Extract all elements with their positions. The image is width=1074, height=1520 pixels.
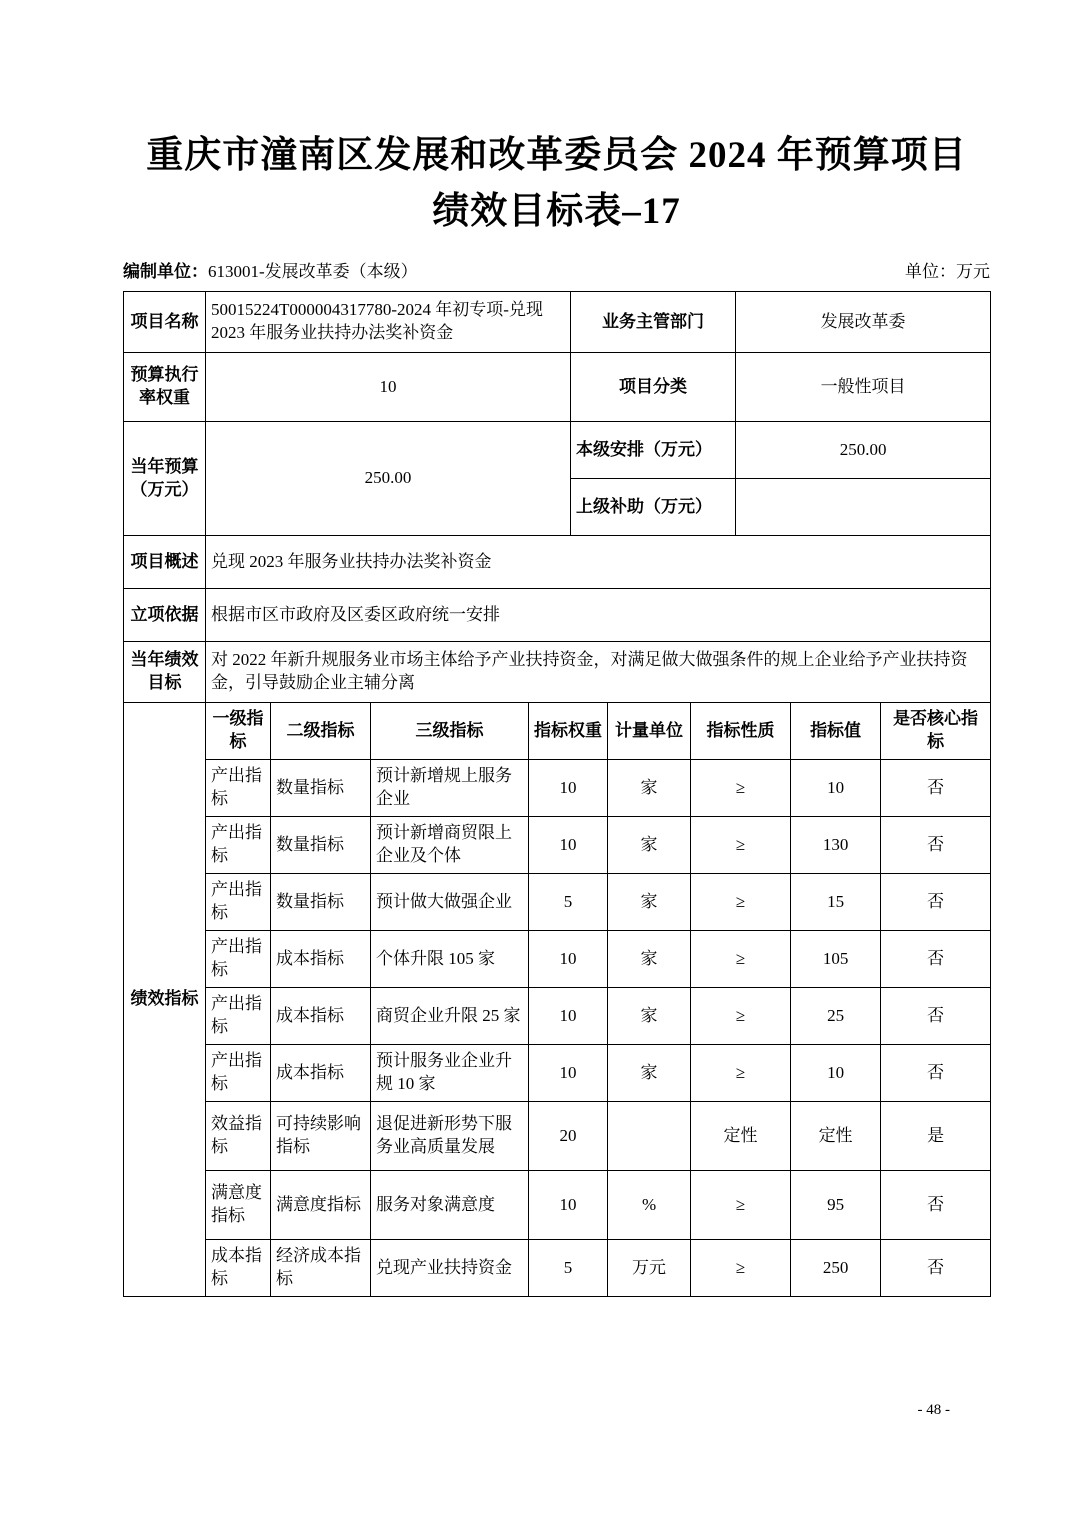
cell-nature: ≥	[691, 1045, 791, 1102]
page-title	[123, 0, 990, 239]
cell-unit: 家	[608, 988, 691, 1045]
cell-level1: 成本指标	[206, 1240, 271, 1297]
header-core: 是否核心指标	[881, 703, 991, 760]
cell-level2: 成本指标	[271, 1045, 371, 1102]
cell-level1: 产出指标	[206, 760, 271, 817]
budget-label: 当年预算（万元）	[124, 422, 206, 536]
cell-unit: 家	[608, 874, 691, 931]
cell-weight: 10	[529, 1045, 608, 1102]
cell-level1: 产出指标	[206, 874, 271, 931]
cell-value: 10	[791, 1045, 881, 1102]
header-weight: 指标权重	[529, 703, 608, 760]
cell-nature: ≥	[691, 817, 791, 874]
cell-nature: ≥	[691, 874, 791, 931]
cell-level2: 满意度指标	[271, 1171, 371, 1240]
cell-core: 否	[881, 874, 991, 931]
indicator-row	[124, 1102, 991, 1171]
table-row	[124, 292, 991, 353]
cell-nature: ≥	[691, 760, 791, 817]
cell-level2: 成本指标	[271, 931, 371, 988]
indicators-section-label: 绩效指标	[124, 703, 206, 1297]
cell-value: 95	[791, 1171, 881, 1240]
budget-value: 250.00	[206, 422, 571, 536]
cell-weight: 5	[529, 1240, 608, 1297]
cell-level2: 数量指标	[271, 874, 371, 931]
cell-value: 250	[791, 1240, 881, 1297]
cell-level2: 数量指标	[271, 760, 371, 817]
table-row	[124, 589, 991, 642]
cell-weight: 10	[529, 817, 608, 874]
basis-label: 立项依据	[124, 589, 206, 642]
indicator-row	[124, 988, 991, 1045]
weight-value: 10	[206, 353, 571, 422]
cell-level2: 可持续影响指标	[271, 1102, 371, 1171]
goal-value: 对 2022 年新升规服务业市场主体给予产业扶持资金，对满足做大做强条件的规上企业给予产业扶持资金，引导鼓励企业主辅分离	[206, 642, 991, 703]
cell-level3: 预计新增规上服务企业	[371, 760, 529, 817]
cell-unit: 家	[608, 817, 691, 874]
cell-weight: 10	[529, 760, 608, 817]
cell-level3: 服务对象满意度	[371, 1171, 529, 1240]
page-number: - 48 -	[917, 1402, 950, 1418]
overview-value: 兑现 2023 年服务业扶持办法奖补资金	[206, 536, 991, 589]
indicator-row	[124, 760, 991, 817]
goal-label: 当年绩效目标	[124, 642, 206, 703]
cell-weight: 10	[529, 1171, 608, 1240]
cell-core: 是	[881, 1102, 991, 1171]
project-name-value: 50015224T000004317780-2024 年初专项-兑现 2023 年服务业扶持办法奖补资金	[206, 292, 571, 353]
cell-level3: 兑现产业扶持资金	[371, 1240, 529, 1297]
indicator-header-row	[124, 703, 991, 760]
local-arrangement-label: 本级安排（万元）	[571, 422, 736, 479]
title-line-2: 绩效目标表–17	[432, 190, 681, 232]
cell-level3: 预计做大做强企业	[371, 874, 529, 931]
cell-level1: 满意度指标	[206, 1171, 271, 1240]
cell-level1: 效益指标	[206, 1102, 271, 1171]
header-unit: 计量单位	[608, 703, 691, 760]
cell-unit: 万元	[608, 1240, 691, 1297]
table-row	[124, 536, 991, 589]
cell-unit: 家	[608, 1045, 691, 1102]
indicator-row	[124, 1240, 991, 1297]
cell-level2: 数量指标	[271, 817, 371, 874]
cell-level3: 预计服务业企业升规 10 家	[371, 1045, 529, 1102]
cell-core: 否	[881, 1240, 991, 1297]
cell-level1: 产出指标	[206, 817, 271, 874]
cell-weight: 10	[529, 988, 608, 1045]
weight-label: 预算执行率权重	[124, 353, 206, 422]
cell-level2: 成本指标	[271, 988, 371, 1045]
cell-value: 105	[791, 931, 881, 988]
category-value: 一般性项目	[736, 353, 991, 422]
cell-nature: ≥	[691, 1171, 791, 1240]
indicator-row	[124, 874, 991, 931]
cell-unit: 家	[608, 931, 691, 988]
cell-level1: 产出指标	[206, 988, 271, 1045]
cell-nature: ≥	[691, 931, 791, 988]
superior-subsidy-label: 上级补助（万元）	[571, 479, 736, 536]
cell-nature: ≥	[691, 1240, 791, 1297]
cell-nature: 定性	[691, 1102, 791, 1171]
prepared-by-label: 编制单位：	[123, 262, 208, 281]
cell-level3: 商贸企业升限 25 家	[371, 988, 529, 1045]
cell-value: 10	[791, 760, 881, 817]
cell-core: 否	[881, 988, 991, 1045]
header-level1: 一级指标	[206, 703, 271, 760]
cell-value: 15	[791, 874, 881, 931]
overview-label: 项目概述	[124, 536, 206, 589]
cell-level1: 产出指标	[206, 931, 271, 988]
cell-value: 25	[791, 988, 881, 1045]
prepared-by	[123, 261, 418, 283]
title-line-1: 重庆市潼南区发展和改革委员会 2024 年预算项目	[146, 135, 967, 176]
cell-level2: 经济成本指标	[271, 1240, 371, 1297]
dept-label: 业务主管部门	[571, 292, 736, 353]
meta-row	[123, 261, 990, 283]
cell-level3: 个体升限 105 家	[371, 931, 529, 988]
cell-weight: 20	[529, 1102, 608, 1171]
unit-label: 单位：万元	[905, 262, 990, 281]
basis-value: 根据市区市政府及区委区政府统一安排	[206, 589, 991, 642]
cell-nature: ≥	[691, 988, 791, 1045]
prepared-by-value: 613001-发展改革委（本级）	[208, 262, 418, 281]
cell-core: 否	[881, 817, 991, 874]
header-value: 指标值	[791, 703, 881, 760]
cell-value: 定性	[791, 1102, 881, 1171]
cell-level3: 退促进新形势下服务业高质量发展	[371, 1102, 529, 1171]
project-name-label: 项目名称	[124, 292, 206, 353]
header-nature: 指标性质	[691, 703, 791, 760]
indicator-row	[124, 931, 991, 988]
cell-unit	[608, 1102, 691, 1171]
header-level2: 二级指标	[271, 703, 371, 760]
header-level3: 三级指标	[371, 703, 529, 760]
dept-value: 发展改革委	[736, 292, 991, 353]
cell-weight: 10	[529, 931, 608, 988]
cell-weight: 5	[529, 874, 608, 931]
table-row	[124, 422, 991, 479]
indicator-row	[124, 1045, 991, 1102]
cell-core: 否	[881, 760, 991, 817]
cell-core: 否	[881, 931, 991, 988]
category-label: 项目分类	[571, 353, 736, 422]
indicator-row	[124, 817, 991, 874]
cell-level3: 预计新增商贸限上企业及个体	[371, 817, 529, 874]
cell-value: 130	[791, 817, 881, 874]
local-arrangement-value: 250.00	[736, 422, 991, 479]
cell-unit: %	[608, 1171, 691, 1240]
cell-core: 否	[881, 1171, 991, 1240]
table-row	[124, 642, 991, 703]
cell-level1: 产出指标	[206, 1045, 271, 1102]
cell-core: 否	[881, 1045, 991, 1102]
superior-subsidy-value	[736, 479, 991, 536]
cell-unit: 家	[608, 760, 691, 817]
performance-target-table	[123, 291, 991, 1297]
indicator-row	[124, 1171, 991, 1240]
table-row	[124, 353, 991, 422]
